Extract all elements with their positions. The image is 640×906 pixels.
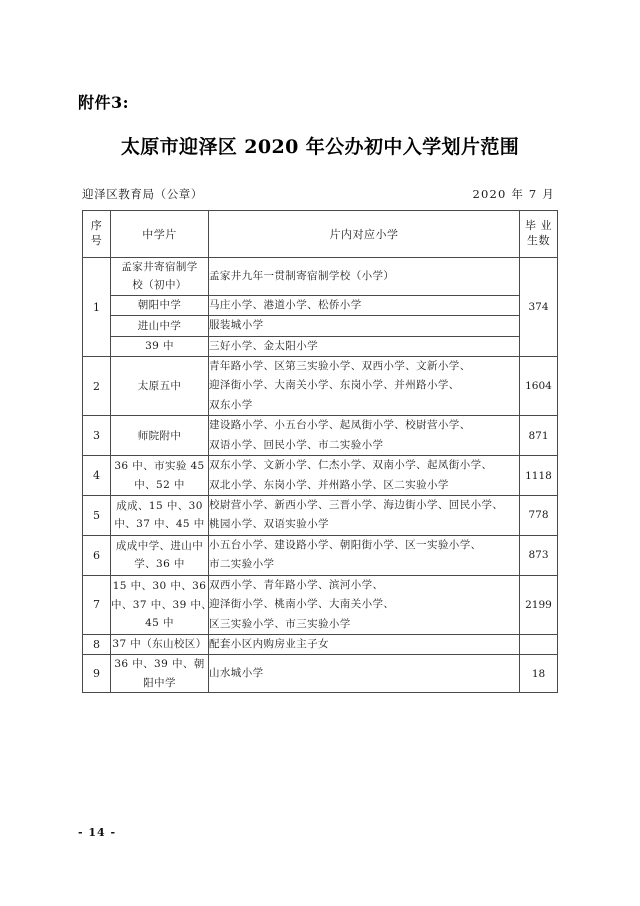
table-row <box>83 336 558 356</box>
cell-text-line: 迎泽街小学、大南关小学、东岗小学、并州路小学、 <box>209 379 460 392</box>
cell-middle-school <box>111 357 209 416</box>
cell-graduates: 873 <box>520 535 558 575</box>
cell-middle-school <box>111 336 209 356</box>
cell-text-line: 小五台小学、建设路小学、朝阳街小学、区一实验小学、 <box>209 538 482 551</box>
cell-index: 8 <box>83 634 111 654</box>
table-row <box>83 357 558 416</box>
column-header-graduates-line2: 生数 <box>527 234 550 247</box>
school-zoning-table-wrapper <box>82 210 557 693</box>
cell-text-line: 45 中 <box>145 616 174 629</box>
cell-text-line: 校（初中） <box>132 279 187 292</box>
cell-text-line: 成成中学、进山中 <box>115 539 204 552</box>
cell-text-line: 朝阳中学 <box>137 299 182 312</box>
column-header-index <box>83 211 111 258</box>
cell-middle-school <box>111 258 209 296</box>
cell-index: 1 <box>83 258 111 357</box>
cell-text-line: 双北小学、东岗小学、并州路小学、区二实验小学 <box>209 478 449 491</box>
column-header-middle-school: 中学片 <box>111 211 209 258</box>
cell-text-line: 双东小学、文新小学、仁杰小学、双南小学、起凤街小学、 <box>209 459 493 472</box>
cell-middle-school <box>111 655 209 693</box>
cell-text-line: 配套小区内购房业主子女 <box>209 637 329 650</box>
cell-text-line: 区三实验小学、市三实验小学 <box>209 617 351 630</box>
table-row <box>83 258 558 296</box>
table-row <box>83 456 558 496</box>
cell-text-line: 学、36 中 <box>134 558 185 571</box>
cell-text-line: 中、37 中、39 中、 <box>111 598 213 611</box>
cell-primary-schools <box>209 456 520 496</box>
cell-index: 7 <box>83 575 111 634</box>
cell-middle-school <box>111 535 209 575</box>
cell-text-line: 校尉营小学、新西小学、三晋小学、海边街小学、回民小学、 <box>209 498 504 511</box>
cell-text-line: 太原五中 <box>137 379 182 392</box>
cell-text-line: 36 中、39 中、朝 <box>114 658 205 671</box>
cell-text-line: 建设路小学、小五台小学、起凤街小学、校尉营小学、 <box>209 419 471 432</box>
cell-graduates: 1604 <box>520 357 558 416</box>
cell-text-line: 39 中 <box>145 340 174 353</box>
cell-primary-schools <box>209 535 520 575</box>
cell-text-line: 孟家井九年一贯制寄宿制学校（小学） <box>209 269 395 282</box>
cell-text-line: 三好小学、金太阳小学 <box>209 339 318 352</box>
cell-middle-school <box>111 295 209 315</box>
table-body <box>83 258 558 693</box>
cell-index: 2 <box>83 357 111 416</box>
cell-text-line: 中、52 中 <box>134 478 185 491</box>
cell-text-line: 服装城小学 <box>209 319 264 332</box>
page-number: - 14 - <box>78 826 117 839</box>
cell-text-line: 15 中、30 中、36 <box>112 580 207 593</box>
table-header-row <box>83 211 558 258</box>
column-header-index-line2: 号 <box>90 234 103 247</box>
cell-graduates: 2199 <box>520 575 558 634</box>
cell-index: 9 <box>83 655 111 693</box>
cell-graduates: 18 <box>520 655 558 693</box>
table-row <box>83 634 558 654</box>
cell-primary-schools <box>209 258 520 296</box>
cell-text-line: 山水城小学 <box>209 667 264 679</box>
table-row <box>83 495 558 535</box>
cell-text-line: 桃园小学、双语实验小学 <box>209 518 329 531</box>
page-title: 太原市迎泽区 2020 年公办初中入学划片范围 <box>120 136 520 158</box>
cell-text-line: 36 中、市实验 45 <box>114 460 205 473</box>
table-row <box>83 535 558 575</box>
cell-text-line: 双语小学、回民小学、市二实验小学 <box>209 438 384 451</box>
cell-index: 3 <box>83 416 111 456</box>
cell-primary-schools <box>209 416 520 456</box>
cell-primary-schools <box>209 295 520 315</box>
cell-middle-school <box>111 495 209 535</box>
cell-graduates: 1118 <box>520 456 558 496</box>
cell-text-line: 双东小学 <box>209 398 253 411</box>
school-zoning-table <box>82 210 558 693</box>
table-row <box>83 416 558 456</box>
cell-text-line: 迎泽街小学、桃南小学、大南关小学、 <box>209 598 395 611</box>
cell-text-line: 双西小学、青年路小学、滨河小学、 <box>209 578 384 591</box>
cell-text-line: 阳中学 <box>143 676 176 689</box>
cell-middle-school <box>111 316 209 336</box>
cell-text-line: 中、37 中、45 中 <box>114 518 205 531</box>
cell-primary-schools <box>209 316 520 336</box>
column-header-graduates <box>520 211 558 258</box>
cell-text-line: 师院附中 <box>137 429 182 442</box>
cell-primary-schools <box>209 495 520 535</box>
cell-index: 5 <box>83 495 111 535</box>
cell-text-line: 成成、15 中、30 <box>116 500 203 513</box>
document-meta <box>82 186 557 202</box>
issuer-label: 迎泽区教育局（公章） <box>82 187 203 201</box>
cell-text-line: 市二实验小学 <box>209 558 275 571</box>
cell-graduates: 374 <box>520 258 558 357</box>
cell-primary-schools <box>209 336 520 356</box>
cell-index: 4 <box>83 456 111 496</box>
table-row <box>83 295 558 315</box>
cell-primary-schools <box>209 357 520 416</box>
cell-middle-school <box>111 456 209 496</box>
cell-primary-schools <box>209 634 520 654</box>
table-row <box>83 316 558 336</box>
cell-graduates <box>520 634 558 654</box>
cell-primary-schools <box>209 575 520 634</box>
cell-text-line: 青年路小学、区第三实验小学、双西小学、文新小学、 <box>209 360 471 373</box>
cell-graduates: 778 <box>520 495 558 535</box>
column-header-graduates-line1: 毕 业 <box>525 219 552 233</box>
cell-middle-school <box>111 634 209 654</box>
cell-text-line: 马庄小学、港道小学、松侨小学 <box>209 298 362 311</box>
issue-date: 2020 年 7 月 <box>472 187 555 201</box>
table-row <box>83 655 558 693</box>
cell-graduates: 871 <box>520 416 558 456</box>
cell-index: 6 <box>83 535 111 575</box>
column-header-index-line1: 序 <box>90 219 103 233</box>
cell-primary-schools <box>209 655 520 693</box>
cell-middle-school <box>111 416 209 456</box>
attachment-label: 附件3: <box>78 93 130 112</box>
column-header-primary-schools: 片内对应小学 <box>209 211 520 258</box>
cell-text-line: 孟家井寄宿制学 <box>121 261 198 273</box>
cell-middle-school <box>111 575 213 634</box>
table-row <box>83 575 558 634</box>
cell-text-line: 进山中学 <box>137 319 182 332</box>
cell-text-line: 37 中（东山校区） <box>112 638 207 651</box>
